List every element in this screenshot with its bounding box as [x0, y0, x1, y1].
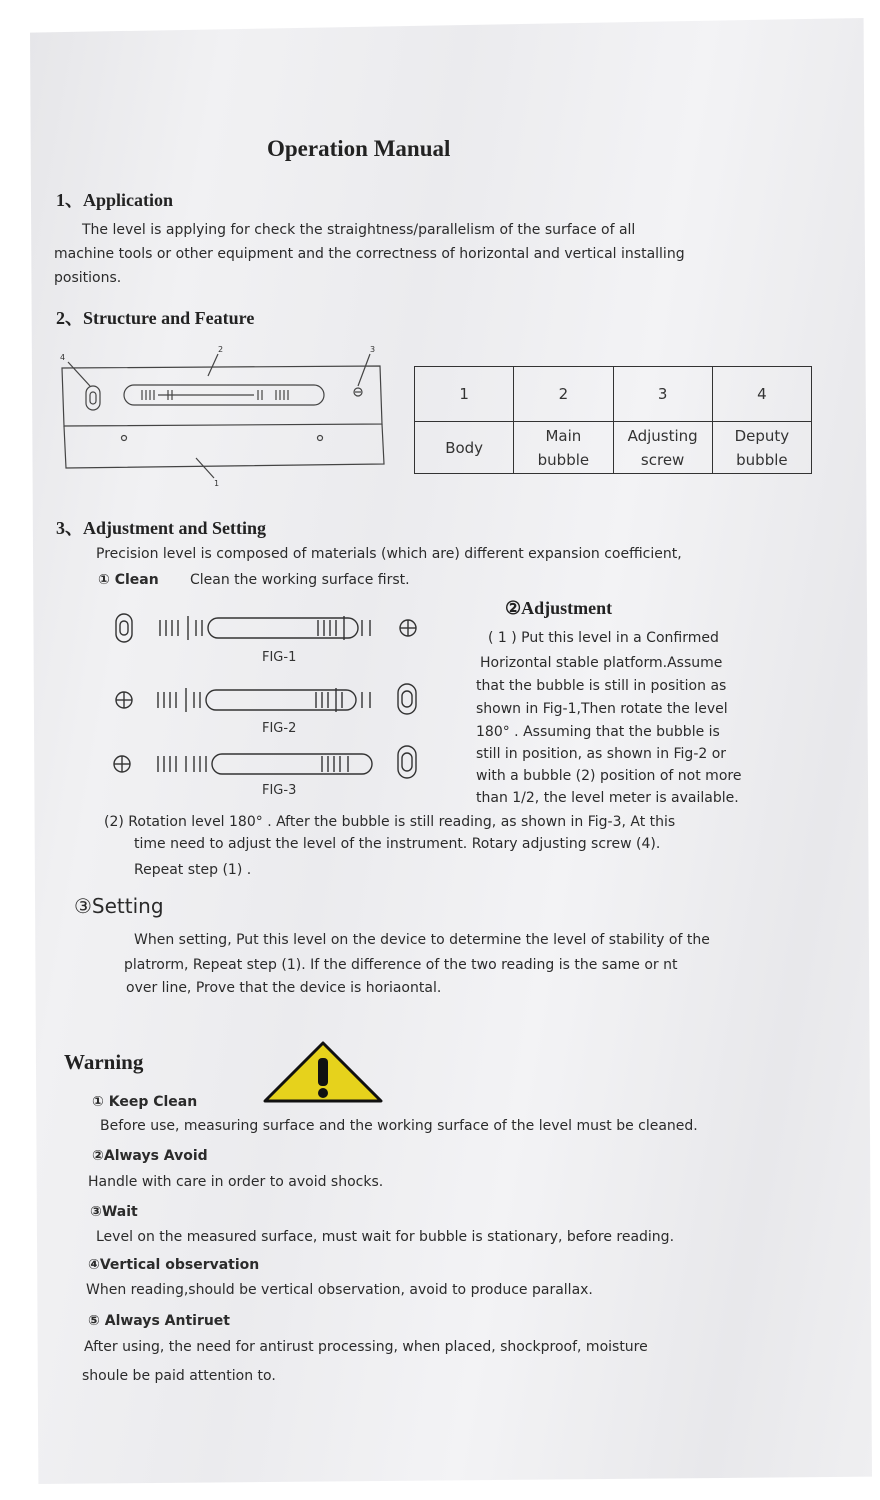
- part-number-4: 4: [712, 367, 811, 422]
- warning-text-always-antiruet: After using, the need for antirust processing, when placed, shockproof, moisture: [84, 1339, 648, 1355]
- adjustment-heading: ②Adjustment: [505, 598, 613, 618]
- part-number-3: 3: [613, 367, 712, 422]
- warning-label-wait: ③Wait: [90, 1204, 138, 1220]
- adjustment-intro: Precision level is composed of materials (which are) different expansion coefficient,: [96, 546, 682, 562]
- adjustment-setting-heading: 3、Adjustment and Setting: [56, 518, 267, 538]
- warning-label-keep-clean: ① Keep Clean: [92, 1094, 198, 1110]
- parts-table: [414, 366, 812, 474]
- clean-label: ① Clean: [98, 572, 159, 588]
- fig-2-label: FIG-2: [262, 721, 297, 736]
- fig-2-drawing: [110, 678, 426, 718]
- adjustment-line-6: still in position, as shown in Fig-2 or: [476, 746, 727, 762]
- warning-label-always-avoid: ②Always Avoid: [92, 1148, 208, 1164]
- part-name-adjusting-screw: Adjusting screw: [613, 422, 712, 474]
- fig-1-drawing: [112, 608, 422, 648]
- warning-text-last-line: shoule be paid attention to.: [82, 1368, 276, 1384]
- fig-3-label: FIG-3: [262, 783, 297, 798]
- clean-text: Clean the working surface first.: [190, 572, 410, 588]
- setting-line-2: platrorm, Repeat step (1). If the difference of the two reading is the same or nt: [124, 957, 678, 973]
- warning-label-always-antiruet: ⑤ Always Antiruet: [88, 1313, 230, 1329]
- diagram-label-4: 4: [60, 353, 66, 362]
- diagram-label-2: 2: [218, 345, 224, 354]
- part-number-1: 1: [415, 367, 514, 422]
- part-name-deputy-bubble: Deputy bubble: [712, 422, 811, 474]
- setting-heading: ③Setting: [74, 894, 164, 918]
- rotation-line-1: (2) Rotation level 180° . After the bubble is still reading, as shown in Fig-3, At this: [104, 814, 676, 830]
- adjustment-line-4: shown in Fig-1,Then rotate the level: [476, 701, 728, 717]
- adjustment-line-8: than 1/2, the level meter is available.: [476, 790, 739, 806]
- part-number-2: 2: [514, 367, 613, 422]
- level-structure-diagram: [58, 340, 388, 490]
- structure-heading: 2、Structure and Feature: [56, 308, 255, 328]
- fig-3-drawing: [108, 742, 424, 784]
- adjustment-line-1: ( 1 ) Put this level in a Confirmed: [488, 630, 719, 646]
- warning-text-vertical-observation: When reading,should be vertical observation, avoid to produce parallax.: [86, 1282, 593, 1298]
- application-line-3: positions.: [54, 270, 122, 286]
- warning-text-always-avoid: Handle with care in order to avoid shocks.: [88, 1174, 384, 1190]
- rotation-line-2: time need to adjust the level of the instrument. Rotary adjusting screw (4).: [134, 836, 661, 852]
- setting-line-3: over line, Prove that the device is horiaontal.: [126, 980, 442, 996]
- adjustment-line-3: that the bubble is still in position as: [476, 678, 727, 694]
- warning-heading: Warning: [64, 1050, 144, 1074]
- warning-text-keep-clean: Before use, measuring surface and the working surface of the level must be cleaned.: [100, 1118, 698, 1134]
- part-name-main-bubble: Main bubble: [514, 422, 613, 474]
- warning-text-wait: Level on the measured surface, must wait for bubble is stationary, before reading.: [96, 1229, 675, 1245]
- warning-triangle-icon: [262, 1040, 384, 1104]
- application-heading: 1、Application: [56, 190, 174, 210]
- rotation-line-3: Repeat step (1) .: [134, 862, 252, 878]
- diagram-label-3: 3: [370, 345, 376, 354]
- adjustment-line-5: 180° . Assuming that the bubble is: [476, 724, 720, 740]
- adjustment-line-2: Horizontal stable platform.Assume: [480, 655, 723, 671]
- adjustment-line-7: with a bubble (2) position of not more: [476, 768, 742, 784]
- part-name-body: Body: [415, 422, 514, 474]
- page-title: Operation Manual: [267, 136, 451, 161]
- application-line-1: The level is applying for check the straightness/parallelism of the surface of all: [82, 222, 636, 238]
- application-line-2: machine tools or other equipment and the correctness of horizontal and vertical installing: [54, 246, 685, 262]
- diagram-label-1: 1: [214, 479, 220, 488]
- fig-1-label: FIG-1: [262, 650, 297, 665]
- setting-line-1: When setting, Put this level on the device to determine the level of stability of the: [134, 932, 710, 948]
- warning-label-vertical-observation: ④Vertical observation: [88, 1257, 260, 1273]
